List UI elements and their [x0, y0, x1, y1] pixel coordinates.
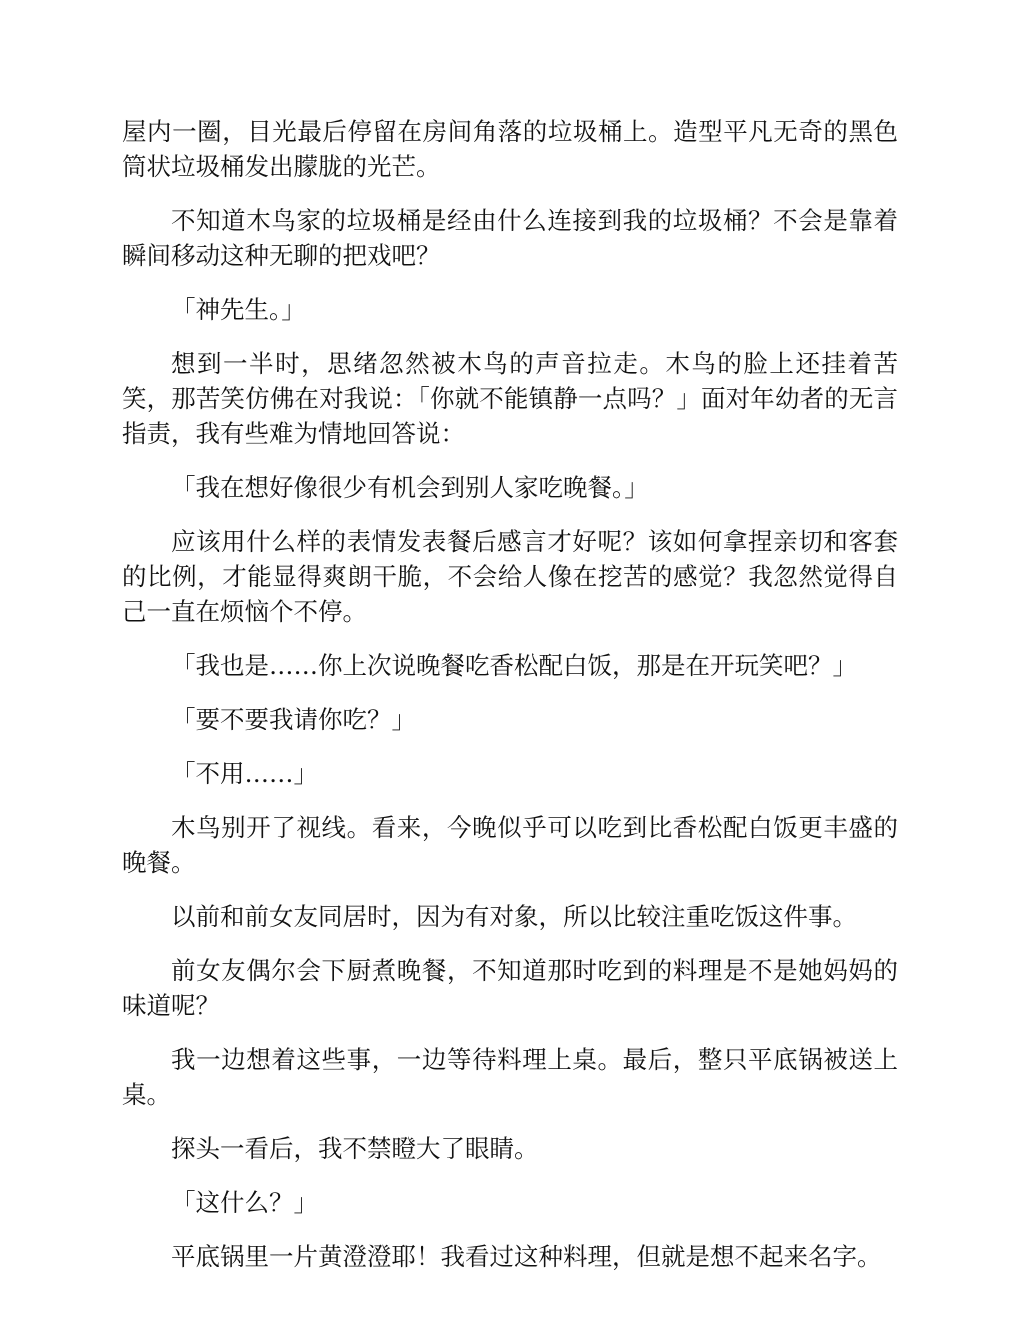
text-column [122, 114, 898, 1293]
paragraph-9: 「不用……」 [171, 759, 318, 788]
paragraph-15: 「这什么？」 [171, 1188, 318, 1217]
paragraph-7: 「我也是……你上次说晚餐吃香松配白饭，那是在开玩笑吧？」 [171, 651, 857, 680]
paragraph-4: 想到一半时，思绪忽然被木鸟的声音拉走。木鸟的脸上还挂着苦笑，那苦笑仿佛在对我说：「你就不能镇静一点吗？」面对年幼者的无言指责，我有些难为情地回答说： [122, 349, 898, 448]
paragraph-11: 以前和前女友同居时，因为有对象，所以比较注重吃饭这件事。 [171, 902, 857, 931]
paragraph-8: 「要不要我请你吃？」 [171, 705, 416, 734]
paragraph-2: 不知道木鸟家的垃圾桶是经由什么连接到我的垃圾桶？不会是靠着瞬间移动这种无聊的把戏吧？ [122, 206, 898, 270]
paragraph-1: 屋内一圈，目光最后停留在房间角落的垃圾桶上。造型平凡无奇的黑色筒状垃圾桶发出朦胧的光芒。 [122, 117, 898, 181]
paragraph-14: 探头一看后，我不禁瞪大了眼睛。 [171, 1134, 539, 1163]
paragraph-10: 木鸟别开了视线。看来，今晚似乎可以吃到比香松配白饭更丰盛的晚餐。 [122, 813, 898, 877]
paragraph-12: 前女友偶尔会下厨煮晚餐，不知道那时吃到的料理是不是她妈妈的味道呢？ [122, 956, 898, 1020]
paragraph-3: 「神先生。」 [171, 295, 306, 324]
paragraph-13: 我一边想着这些事，一边等待料理上桌。最后，整只平底锅被送上桌。 [122, 1045, 898, 1109]
paragraph-16: 平底锅里一片黄澄澄耶！我看过这种料理，但就是想不起来名字。 [171, 1242, 882, 1271]
paragraph-6: 应该用什么样的表情发表餐后感言才好呢？该如何拿捏亲切和客套的比例，才能显得爽朗干脆，不会给人像在挖苦的感觉？我忽然觉得自己一直在烦恼个不停。 [122, 527, 898, 626]
paragraph-5: 「我在想好像很少有机会到别人家吃晚餐。」 [171, 473, 649, 502]
